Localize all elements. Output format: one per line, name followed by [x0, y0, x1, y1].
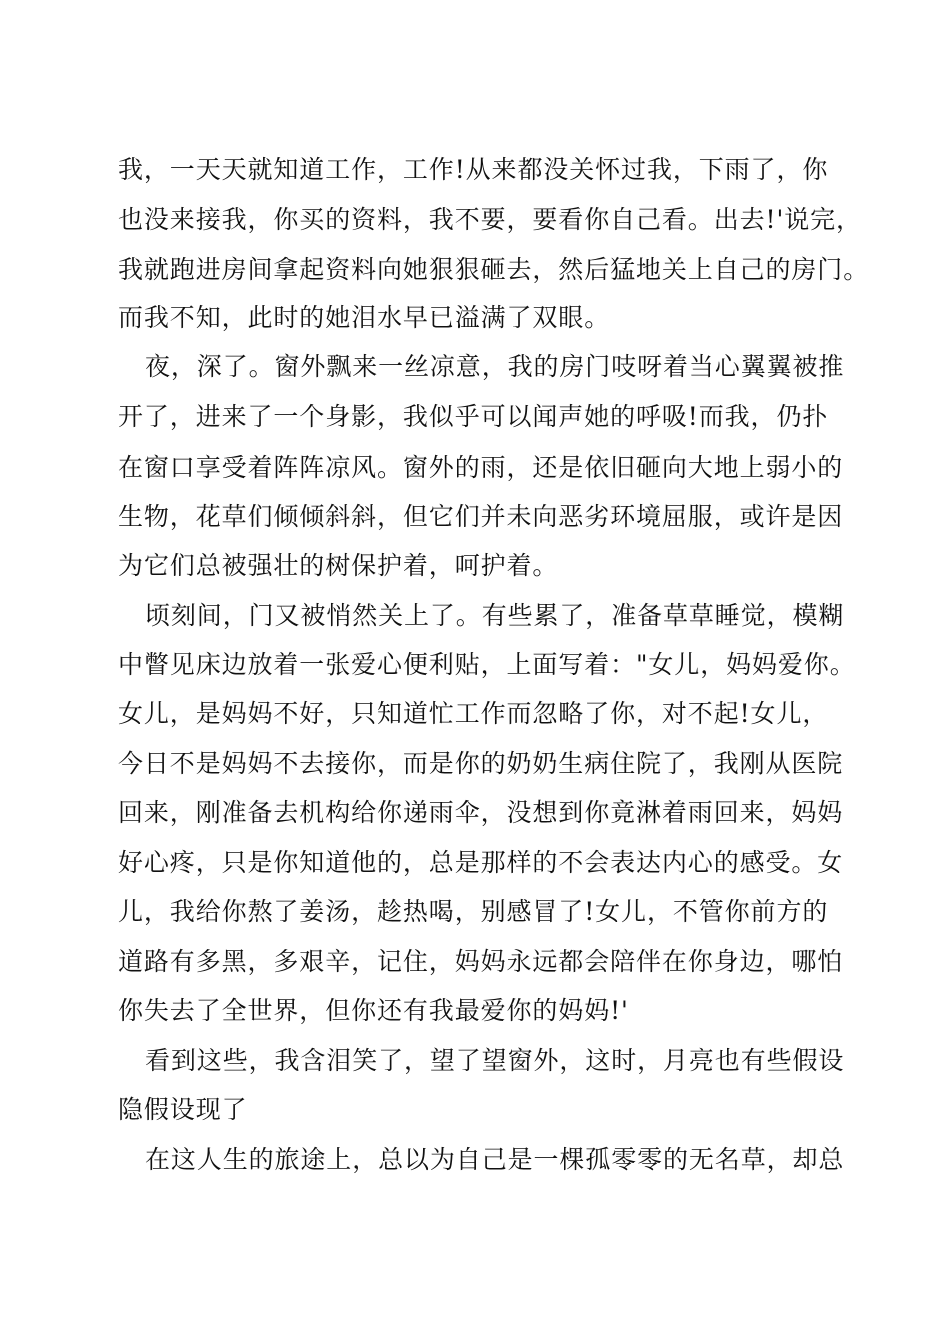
text-line: 而我不知，此时的她泪水早已溢满了双眼。 — [118, 303, 611, 332]
paragraph-first-line: 夜，深了。窗外飘来一丝凉意，我的房门吱呀着当心翼翼被推 — [145, 352, 845, 381]
paragraph-first-line: 在这人生的旅途上，总以为自己是一棵孤零零的无名草，却总 — [145, 1145, 845, 1174]
text-line: 我就跑进房间拿起资料向她狠狠砸去，然后猛地关上自己的房门。 — [118, 255, 870, 284]
text-line: 我，一天天就知道工作，工作!从来都没关怀过我，下雨了，你 — [118, 155, 829, 184]
paragraph-first-line: 看到这些，我含泪笑了，望了望窗外，这时，月亮也有些假设 — [145, 1046, 845, 1075]
text-line: 开了，进来了一个身影，我似乎可以闻声她的呼吸!而我，仍扑 — [118, 402, 829, 431]
text-line: 今日不是妈妈不去接你，而是你的奶奶生病住院了，我刚从医院 — [118, 749, 844, 778]
text-line: 中瞥见床边放着一张爱心便利贴，上面写着："女儿，妈妈爱你。 — [118, 650, 856, 679]
text-line: 回来，刚准备去机构给你递雨伞，没想到你竟淋着雨回来，妈妈 — [118, 798, 844, 827]
text-line: 女儿，是妈妈不好，只知道忙工作而忽略了你，对不起!女儿， — [118, 699, 829, 728]
paragraph-first-line: 顷刻间，门又被悄然关上了。有些累了，准备草草睡觉，模糊 — [145, 601, 845, 630]
text-line: 你失去了全世界，但你还有我最爱你的妈妈!' — [118, 996, 629, 1025]
text-line: 儿，我给你熬了姜汤，趁热喝，别感冒了!女儿，不管你前方的 — [118, 897, 829, 926]
text-line: 生物，花草们倾倾斜斜，但它们并未向恶劣环境屈服，或许是因 — [118, 502, 844, 531]
text-line: 为它们总被强壮的树保护着，呵护着。 — [118, 551, 559, 580]
text-line: 在窗口享受着阵阵凉风。窗外的雨，还是依旧砸向大地上弱小的 — [118, 453, 844, 482]
text-line: 也没来接我，你买的资料，我不要，要看你自己看。出去!'说完， — [118, 205, 862, 234]
text-line: 好心疼，只是你知道他的，总是那样的不会表达内心的感受。女 — [118, 848, 844, 877]
text-line: 隐假设现了 — [118, 1095, 248, 1124]
text-line: 道路有多黑，多艰辛，记住，妈妈永远都会陪伴在你身边，哪怕 — [118, 947, 844, 976]
